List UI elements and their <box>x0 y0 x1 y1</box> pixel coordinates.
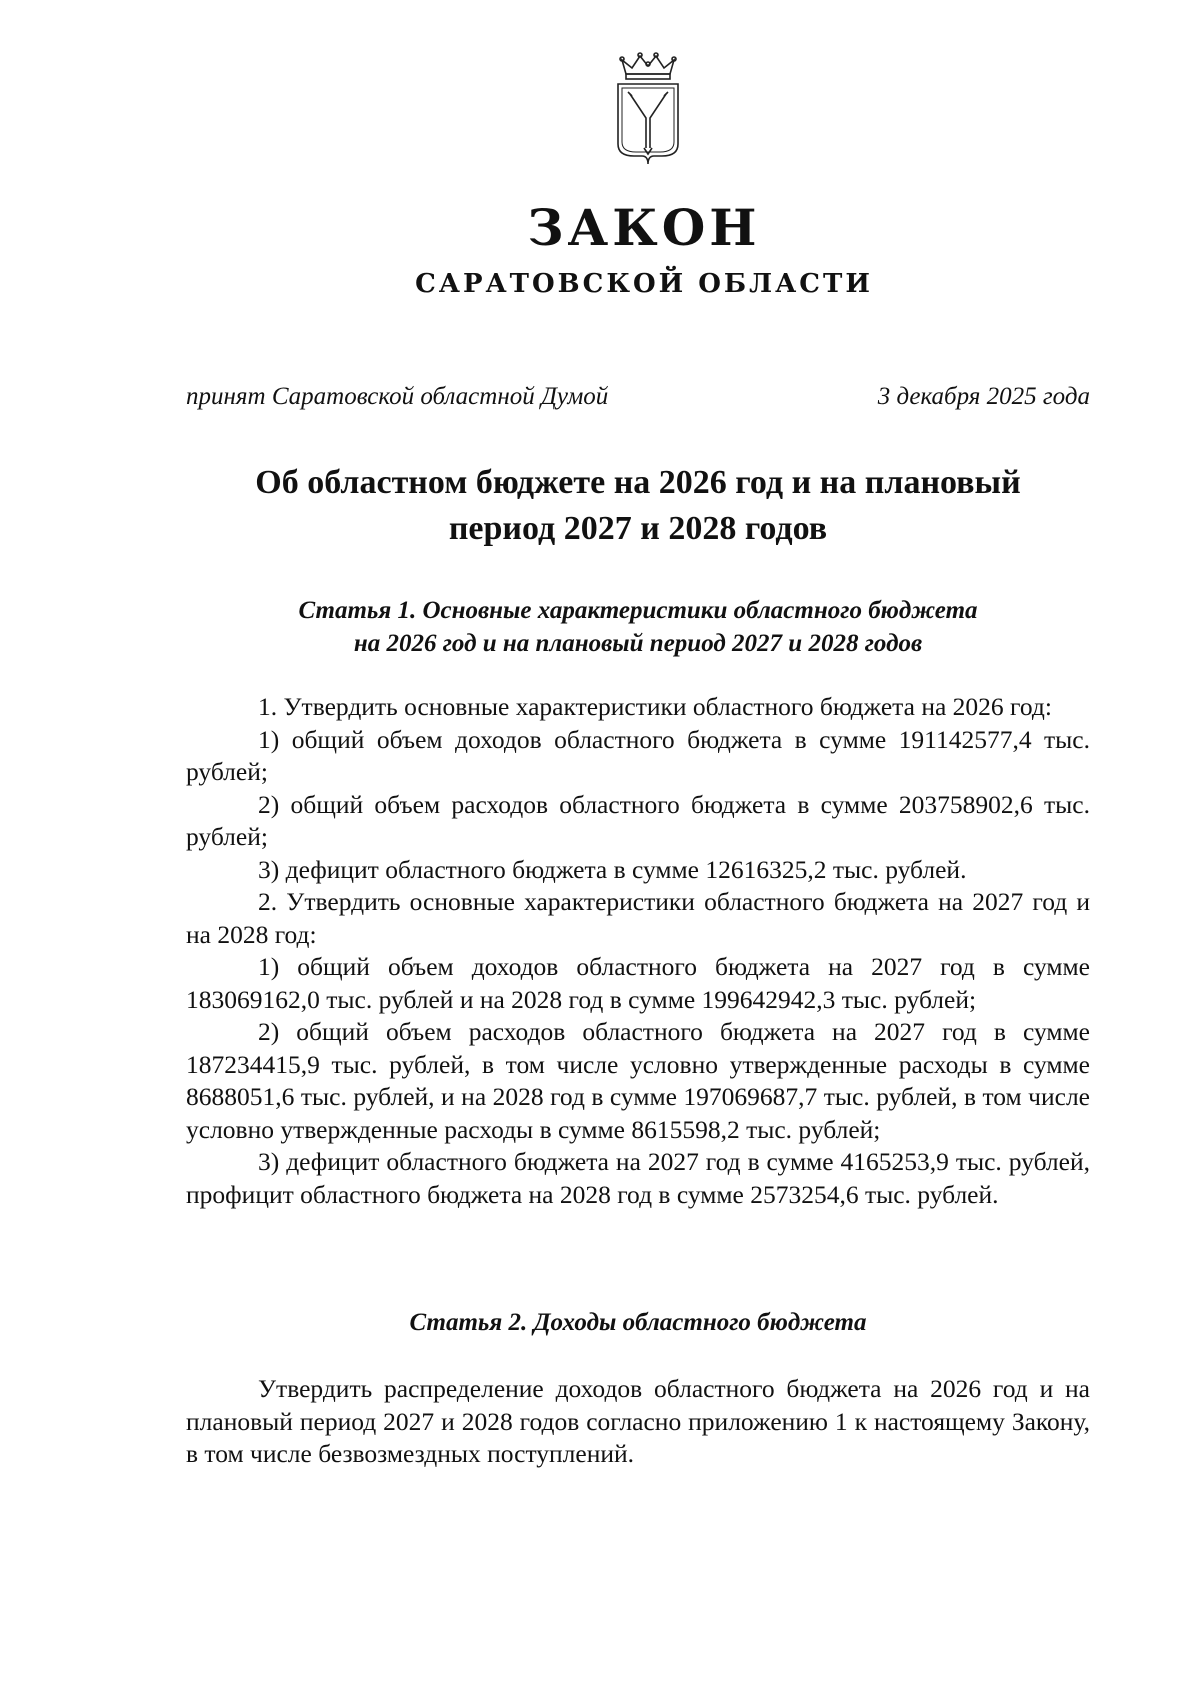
article-2-paragraph: Утвердить распределение доходов областного бюджета на 2026 год и на плановый период 2027 и 2028 годов согласно приложению 1 к настоящему Закону, в том числе безвозмездных поступлений. <box>186 1374 1090 1468</box>
region-heading: САРАТОВСКОЙ ОБЛАСТИ <box>415 269 873 299</box>
article-1-body <box>186 691 1090 1211</box>
article-1-title-line-2: на 2026 год и на плановый период 2027 и 2028 годов <box>353 630 923 657</box>
article-1-paragraph: 2) общий объем расходов областного бюджета на 2027 год в сумме 187234415,9 тыс. рублей, в том числе условно утвержденные расходы в сумме 8688051,6 тыс. рублей, и на 2028 год в сумме 197069687,7 тыс. рублей, в том числе условно утвержденные расходы в сумме 8615598,2 тыс. рублей; <box>186 1017 1090 1144</box>
adopted-by: принят Саратовской областной Думой <box>186 383 609 410</box>
law-title-line-2: период 2027 и 2028 годов <box>448 510 828 547</box>
article-2-body <box>186 1373 1090 1471</box>
article-1-title-line-1: Статья 1. Основные характеристики областного бюджета <box>298 597 978 624</box>
law-heading: ЗАКОН <box>527 198 761 257</box>
article-1-paragraph: 1) общий объем доходов областного бюджета в сумме 191142577,4 тыс. рублей; <box>186 724 1090 786</box>
article-1-paragraph: 1) общий объем доходов областного бюджета на 2027 год в сумме 183069162,0 тыс. рублей и на 2028 год в сумме 199642942,3 тыс. рублей; <box>186 952 1090 1014</box>
law-title <box>186 460 1090 552</box>
article-1-paragraph: 2) общий объем расходов областного бюджета в сумме 203758902,6 тыс. рублей; <box>186 789 1090 851</box>
article-1-paragraph: 1. Утвердить основные характеристики областного бюджета на 2026 год: <box>258 692 1052 721</box>
article-1-paragraph: 2. Утвердить основные характеристики областного бюджета на 2027 год и на 2028 год: <box>186 887 1090 949</box>
article-2-title: Статья 2. Доходы областного бюджета <box>409 1309 867 1336</box>
adoption-line <box>186 380 1090 414</box>
article-1-paragraph: 3) дефицит областного бюджета на 2027 год в сумме 4165253,9 тыс. рублей, профицит областного бюджета на 2028 год в сумме 2573254,6 тыс. рублей. <box>186 1147 1090 1209</box>
saratov-coat-of-arms-icon <box>612 52 684 172</box>
adoption-date: 3 декабря 2025 года <box>877 383 1090 410</box>
article-1-paragraph: 3) дефицит областного бюджета в сумме 12616325,2 тыс. рублей. <box>258 854 967 884</box>
article-1-title <box>186 594 1090 660</box>
law-title-line-1: Об областном бюджете на 2026 год и на плановый <box>255 464 1021 501</box>
